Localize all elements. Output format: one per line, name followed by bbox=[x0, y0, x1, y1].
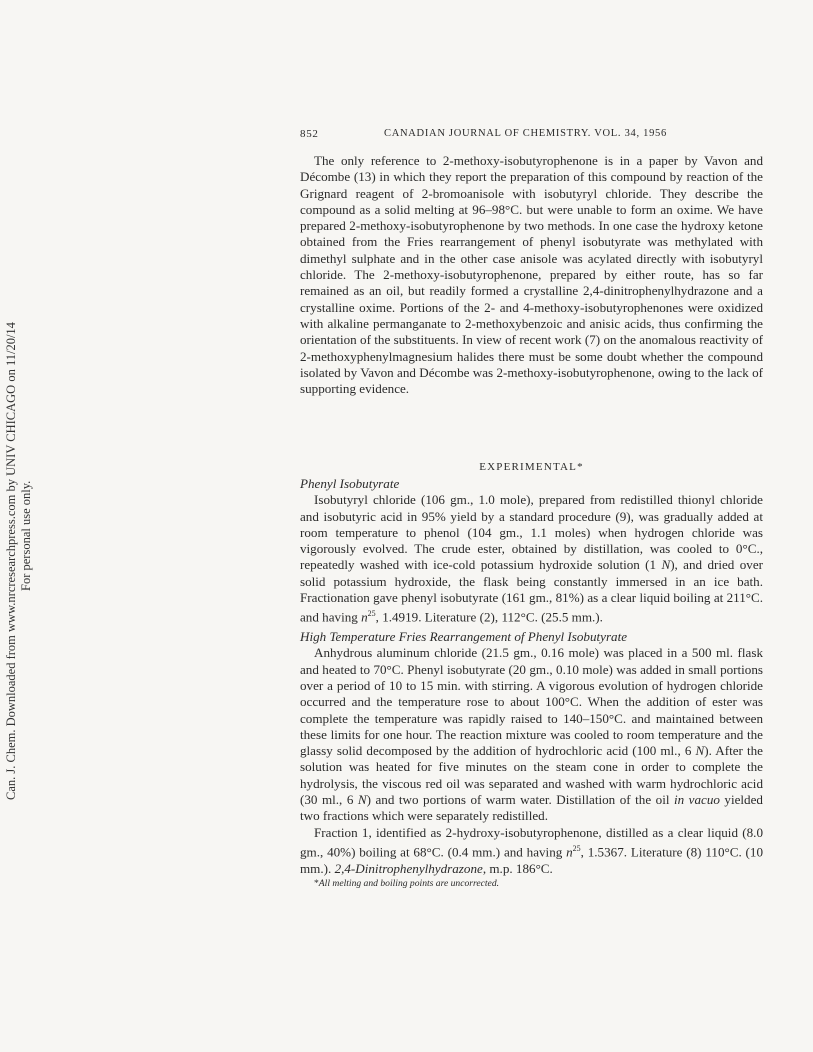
paragraph-fries-rearrangement: Anhydrous aluminum chloride (21.5 gm., 0.16 mole) was placed in a 500 ml. flask and heated to 70°C. Phenyl isobutyrate (20 gm., 0.10 mole) was added in small portions over a period of 10 to 15 min. with stirring. A vigorous evolution of hydrogen chloride occurred and the temperature rose to about 100°C. When the addition of ester was complete the temperature was rapidly raised to 140–150°C. and maintained between these limits for one hour. The reaction mixture was cooled to room temperature and the glassy solid decomposed by the addition of hydrochloric acid (100 ml., 6 N). After the solution was heated for five minutes on the steam cone in order to complete the hydrolysis, the viscous red oil was separated and washed with warm hydrochloric acid (30 ml., 6 N) and two portions of warm water. Distillation of the oil in vacuo yielded two fractions which were separately redistilled. bbox=[300, 645, 763, 824]
subheading-phenyl-isobutyrate: Phenyl Isobutyrate bbox=[300, 476, 400, 491]
footnote: *All melting and boiling points are uncorrected. bbox=[314, 878, 500, 889]
personal-use-notice: For personal use only. bbox=[19, 480, 33, 591]
page-number: 852 bbox=[300, 128, 319, 140]
paragraph-phenyl-isobutyrate: Isobutyryl chloride (106 gm., 1.0 mole), prepared from redistilled thionyl chloride and isobutyric acid in 95% yield by a standard procedure (9), was gradually added at room temperature to phenol (104 gm., 1.1 moles) when hydrogen chloride was vigorously evolved. The crude ester, obtained by distillation, was cooled to 0°C., repeatedly washed with ice-cold potassium hydroxide solution (1 N), and dried over solid potassium hydroxide, the flask being constantly immersed in an ice bath. Fractionation gave phenyl isobutyrate (161 gm., 81%) as a clear liquid boiling at 211°C. and having $n^{25}$, 1.4919. Literature (2), 112°C. (25.5 mm.). bbox=[300, 492, 763, 625]
running-title: CANADIAN JOURNAL OF CHEMISTRY. VOL. 34, 1956 bbox=[384, 128, 667, 139]
experimental-section bbox=[300, 476, 763, 877]
section-heading: EXPERIMENTAL* bbox=[479, 461, 584, 473]
running-header bbox=[300, 128, 763, 144]
intro-paragraph: The only reference to 2-methoxy-isobutyrophenone is in a paper by Vavon and Décombe (13) in which they report the preparation of this compound by reaction of the Grignard reagent of 2-bromoanisole with isobutyryl chloride. They describe the compound as a solid melting at 96–98°C. but were unable to form an oxime. We have prepared 2-methoxy-isobutyrophenone by two methods. In one case the hydroxy ketone obtained from the Fries rearrangement of phenyl isobutyrate was methylated with dimethyl sulphate and in the other case anisole was acylated directly with isobutyryl chloride. The 2-methoxy-isobutyrophenone, prepared by either route, has so far remained as an oil, but readily formed a crystalline 2,4-dinitrophenylhydrazone and a crystalline oxime. Portions of the 2- and 4-methoxy-isobutyrophenones were oxidized with alkaline permanganate to 2-methoxybenzoic and anisic acids, thus confirming the orientation of the substituents. In view of recent work (7) on the anomalous reactivity of 2-methoxyphenylmagnesium halides there must be some doubt whether the compound isolated by Vavon and Décombe was 2-methoxy-isobutyrophenone, owing to the lack of supporting evidence. bbox=[300, 153, 763, 397]
paragraph-fraction-1: Fraction 1, identified as 2-hydroxy-isobutyrophenone, distilled as a clear liquid (8.0 gm., 40%) boiling at 68°C. (0.4 mm.) and having $n^{25}$, 1.5367. Literature (8) 110°C. (10 mm.). 2,4-Dinitrophenylhydrazone, m.p. 186°C. bbox=[300, 824, 764, 876]
download-watermark bbox=[0, 266, 50, 806]
subheading-fries-rearrangement: High Temperature Fries Rearrangement of Phenyl Isobutyrate bbox=[300, 629, 628, 645]
download-notice: Can. J. Chem. Downloaded from www.nrcresearchpress.com by UNIV CHICAGO on 11/20/14 bbox=[4, 322, 18, 800]
intro-section bbox=[300, 153, 763, 397]
